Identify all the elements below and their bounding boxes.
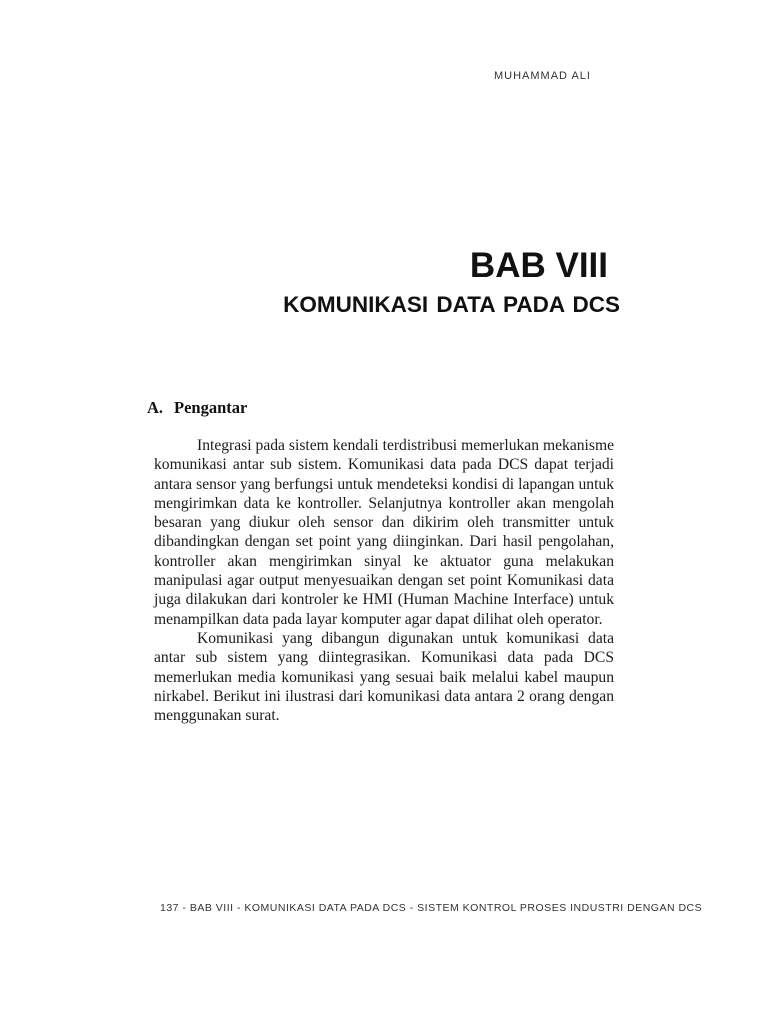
section-letter: A. [147, 398, 164, 417]
running-footer: 137 - BAB VIII - KOMUNIKASI DATA PADA DCS - SISTEM KONTROL PROSES INDUSTRI DENGAN DCS [160, 902, 703, 914]
body-text [154, 436, 614, 725]
paragraph: Komunikasi yang dibangun digunakan untuk komunikasi data antar sub sistem yang diintegrasikan. Komunikasi data pada DCS memerlukan media komunikasi yang sesuai baik melalui kabel maupun nirkabel. Berikut ini ilustrasi dari komunikasi data antara 2 orang dengan menggunakan surat. [154, 629, 614, 725]
chapter-number: BAB VIII [469, 246, 608, 285]
paragraph: Integrasi pada sistem kendali terdistribusi memerlukan mekanisme komunikasi antar sub sistem. Komunikasi data pada DCS dapat terjadi antara sensor yang berfungsi untuk mendeteksi kondisi di lapangan untuk mengirimkan data ke kontroller. Selanjutnya kontroller akan mengolah besaran yang diukur oleh sensor dan dikirim oleh transmitter untuk dibandingkan dengan set point yang diinginkan. Dari hasil pengolahan, kontroller akan mengirimkan sinyal ke aktuator guna melakukan manipulasi agar output menyesuaikan dengan set point Komunikasi data juga dilakukan dari kontroler ke HMI (Human Machine Interface) untuk menampilkan data pada layar komputer agar dapat dilihat oleh operator. [154, 437, 614, 628]
chapter-title: KOMUNIKASI DATA PADA DCS [283, 292, 620, 317]
section-heading [147, 398, 247, 418]
section-title: Pengantar [174, 398, 248, 417]
running-header-author: MUHAMMAD ALI [494, 70, 591, 82]
